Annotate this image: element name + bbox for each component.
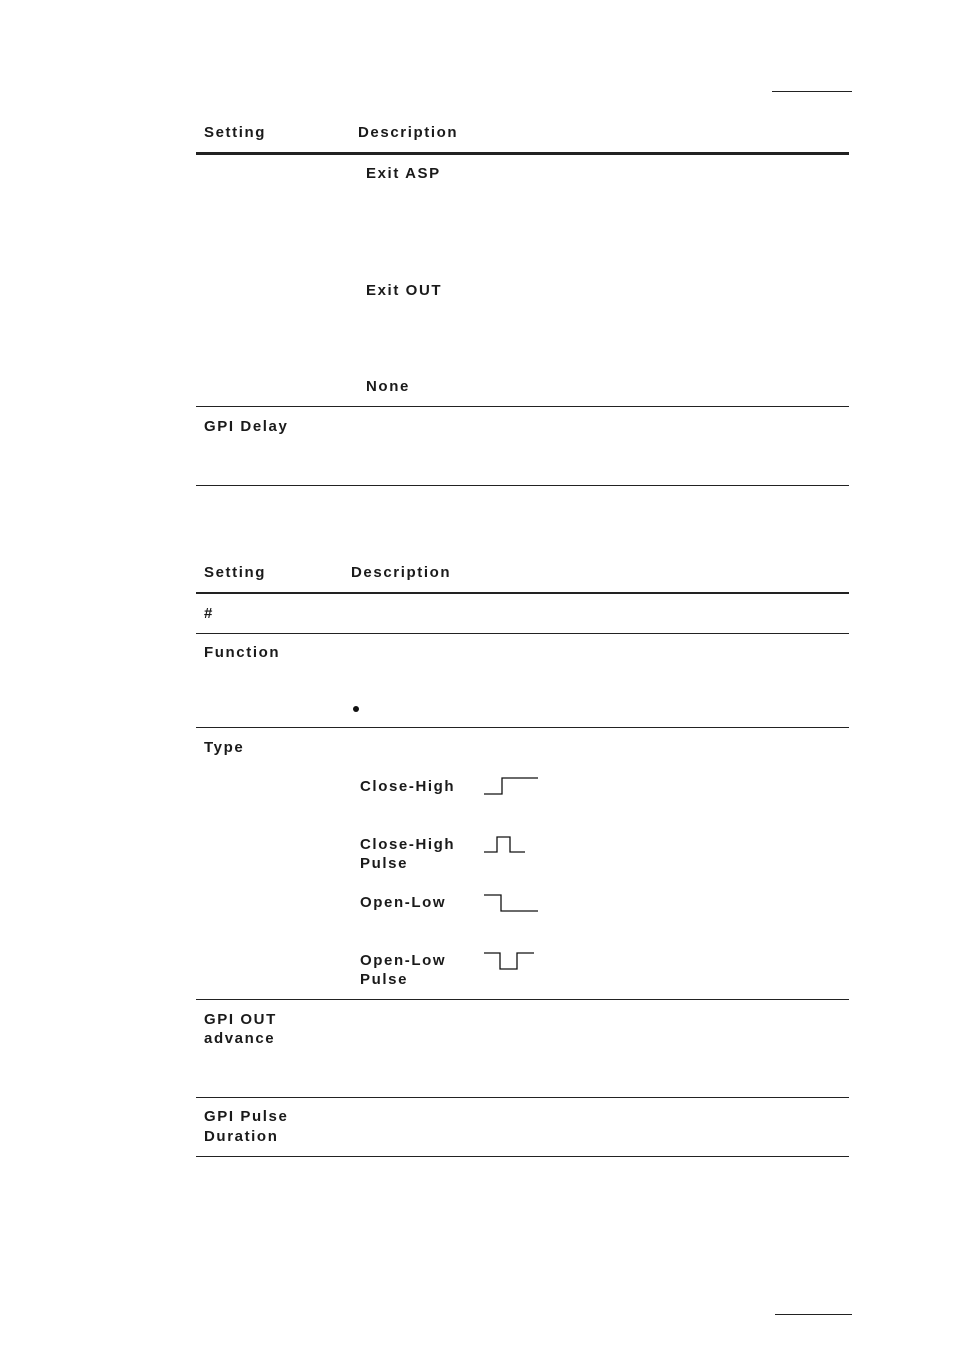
row-divider <box>196 633 849 634</box>
bullet-icon <box>353 706 359 712</box>
type-open-low-pulse-label-line2: Pulse <box>360 971 409 988</box>
close-high-icon <box>484 776 540 796</box>
setting-gpi-out-advance-line1: GPI OUT <box>204 1011 277 1028</box>
setting-gpi-delay: GPI Delay <box>204 418 289 435</box>
setting-gpi-pulse-duration-line1: GPI Pulse <box>204 1108 289 1125</box>
type-open-low-label: Open-Low <box>360 894 447 911</box>
table-header-rule <box>196 592 849 594</box>
option-none: None <box>366 378 410 395</box>
header-rule <box>772 91 852 92</box>
setting-type: Type <box>204 739 245 756</box>
column-header-setting: Setting <box>204 564 267 581</box>
table-bottom-rule <box>196 485 849 486</box>
row-divider <box>196 1097 849 1098</box>
open-low-pulse-icon <box>484 952 536 970</box>
setting-number: # <box>204 605 214 622</box>
open-low-icon <box>484 894 540 912</box>
column-header-setting: Setting <box>204 124 267 141</box>
setting-gpi-out-advance-line2: advance <box>204 1030 276 1047</box>
setting-function: Function <box>204 644 281 661</box>
type-open-low-pulse-label-line1: Open-Low <box>360 952 447 969</box>
row-divider <box>196 727 849 728</box>
row-divider <box>196 406 849 407</box>
table-header-rule <box>196 152 849 155</box>
setting-gpi-pulse-duration-line2: Duration <box>204 1128 279 1145</box>
footer-rule <box>775 1314 852 1315</box>
column-header-description: Description <box>351 564 452 581</box>
option-exit-out: Exit OUT <box>366 282 443 299</box>
type-close-high-pulse-label-line2: Pulse <box>360 855 409 872</box>
column-header-description: Description <box>358 124 459 141</box>
type-close-high-pulse-label-line1: Close-High <box>360 836 456 853</box>
type-close-high-label: Close-High <box>360 778 456 795</box>
close-high-pulse-icon <box>484 836 526 854</box>
table-bottom-rule <box>196 1156 849 1157</box>
option-exit-asp: Exit ASP <box>366 165 441 182</box>
row-divider <box>196 999 849 1000</box>
